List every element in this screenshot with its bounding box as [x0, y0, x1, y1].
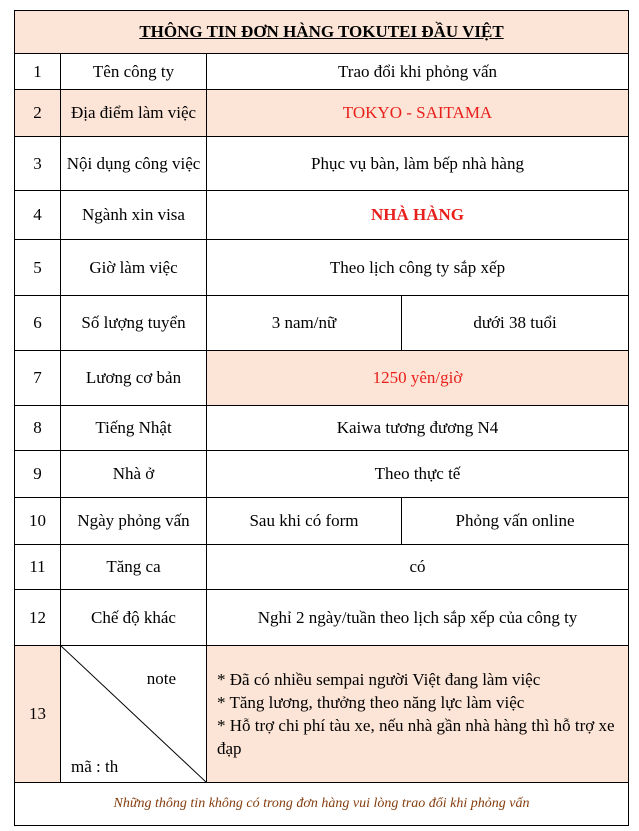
code-label: mã : th [71, 757, 119, 776]
row-number: 3 [15, 137, 61, 191]
row-value: Trao đổi khi phỏng vấn [207, 54, 629, 90]
diagonal-header-cell [61, 646, 207, 783]
table-row [15, 406, 629, 451]
row-number: 8 [15, 406, 61, 451]
note-item: * Đã có nhiều sempai người Việt đang làm việc [217, 670, 541, 689]
table-row [15, 451, 629, 498]
row-number: 12 [15, 590, 61, 646]
note-item: * Hỗ trợ chi phí tàu xe, nếu nhà gần nhà hàng thì hỗ trợ xe đạp [217, 716, 615, 758]
row-label: Nội dụng công việc [61, 137, 207, 191]
row-label: Lương cơ bản [61, 351, 207, 406]
row-number: 1 [15, 54, 61, 90]
footer-note: Những thông tin không có trong đơn hàng vui lòng trao đổi khi phỏng vấn [15, 783, 629, 826]
row-label: Nhà ở [61, 451, 207, 498]
row-number: 4 [15, 191, 61, 240]
row-number: 9 [15, 451, 61, 498]
row-label: Số lượng tuyển [61, 296, 207, 351]
row-value-secondary: dưới 38 tuổi [402, 296, 629, 351]
row-label: Tiếng Nhật [61, 406, 207, 451]
table-row [15, 646, 629, 783]
row-number: 10 [15, 498, 61, 545]
row-value: có [207, 545, 629, 590]
row-label: Tăng ca [61, 545, 207, 590]
row-value: TOKYO - SAITAMA [207, 90, 629, 137]
row-label: Giờ làm việc [61, 240, 207, 296]
row-label: Ngày phỏng vấn [61, 498, 207, 545]
row-number: 11 [15, 545, 61, 590]
row-value-secondary: Phỏng vấn online [402, 498, 629, 545]
row-number: 5 [15, 240, 61, 296]
table-row [15, 90, 629, 137]
table-row [15, 296, 629, 351]
row-value: 3 nam/nữ [207, 296, 402, 351]
order-info-table [14, 10, 629, 826]
note-item: * Tăng lương, thưởng theo năng lực làm việc [217, 693, 525, 712]
table-row [15, 137, 629, 191]
table-row [15, 590, 629, 646]
row-number: 7 [15, 351, 61, 406]
row-label: Ngành xin visa [61, 191, 207, 240]
table-row [15, 498, 629, 545]
row-value: Theo lịch công ty sắp xếp [207, 240, 629, 296]
table-row [15, 191, 629, 240]
table-row [15, 351, 629, 406]
table-title: THÔNG TIN ĐƠN HÀNG TOKUTEI ĐẦU VIỆT [15, 11, 629, 54]
table-row [15, 54, 629, 90]
row-value: 1250 yên/giờ [207, 351, 629, 406]
row-number: 2 [15, 90, 61, 137]
row-number: 13 [15, 646, 61, 783]
row-value: Kaiwa tương đương N4 [207, 406, 629, 451]
table-row [15, 240, 629, 296]
note-label: note [146, 669, 176, 688]
row-label: Chế độ khác [61, 590, 207, 646]
row-value: Phục vụ bàn, làm bếp nhà hàng [207, 137, 629, 191]
row-value: Sau khi có form [207, 498, 402, 545]
row-number: 6 [15, 296, 61, 351]
row-value: Nghỉ 2 ngày/tuần theo lịch sắp xếp của công ty [207, 590, 629, 646]
notes-cell [207, 646, 629, 783]
table-row [15, 545, 629, 590]
row-value: NHÀ HÀNG [207, 191, 629, 240]
row-label: Tên công ty [61, 54, 207, 90]
row-label: Địa điểm làm việc [61, 90, 207, 137]
row-value: Theo thực tế [207, 451, 629, 498]
